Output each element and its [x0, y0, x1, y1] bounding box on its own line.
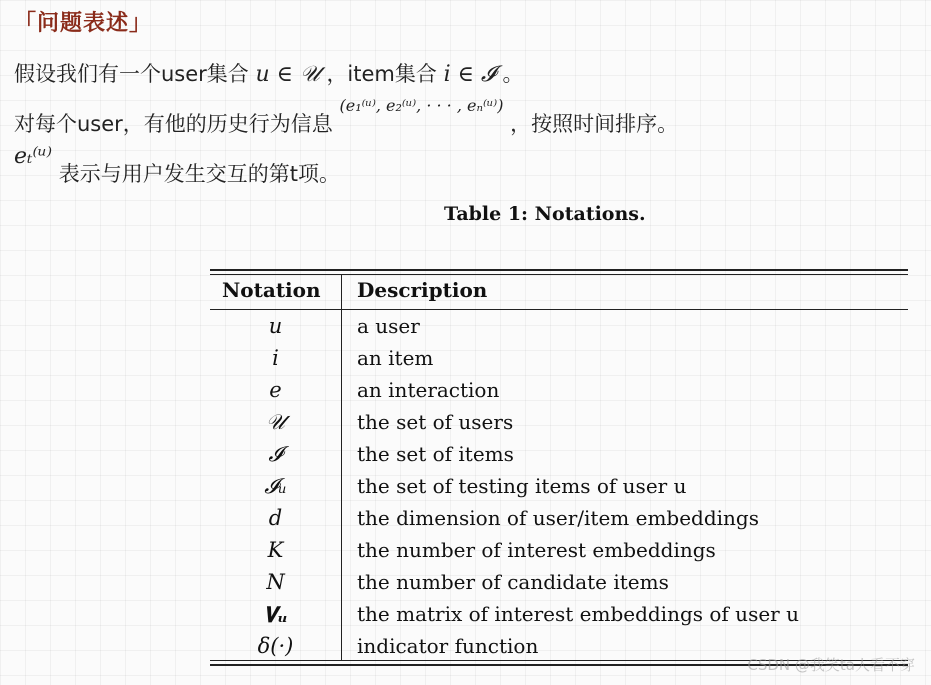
- table-row: [210, 504, 908, 536]
- intro-line-1-text-a: 假设我们有一个user集合: [14, 62, 249, 86]
- notation-cell: K: [267, 538, 284, 562]
- item-set-math: i ∈ 𝓘: [443, 62, 496, 87]
- notation-cell: 𝐕ᵤ: [263, 602, 288, 627]
- intro-line-3: [14, 144, 340, 188]
- description-cell: the matrix of interest embeddings of user u: [357, 602, 799, 626]
- intro-line-2-text-a: 对每个user，有他的历史行为信息: [14, 112, 333, 136]
- intro-line-3-text: 表示与用户发生交互的第t项。: [58, 162, 340, 186]
- table-top-rule: [210, 269, 908, 271]
- csdn-watermark: CSDN @我笑ta人看不穿: [747, 656, 915, 674]
- description-cell: a user: [357, 314, 420, 338]
- notation-cell: u: [268, 314, 283, 338]
- table-row: [210, 600, 908, 632]
- notation-cell: i: [272, 346, 279, 370]
- table-row: [210, 408, 908, 440]
- description-cell: the dimension of user/item embeddings: [357, 506, 759, 530]
- interaction-t-math: eₜ⁽ᵘ⁾: [14, 144, 53, 169]
- intro-line-1-text-c: 。: [502, 62, 524, 86]
- intro-line-2: [14, 96, 679, 138]
- description-cell: the set of users: [357, 410, 514, 434]
- table-row: [210, 312, 908, 344]
- notation-cell: d: [268, 506, 283, 530]
- notation-cell: N: [266, 570, 285, 594]
- intro-line-1: [14, 58, 523, 88]
- description-cell: the set of testing items of user u: [357, 474, 687, 498]
- description-cell: indicator function: [357, 634, 539, 658]
- interaction-sequence-math: (e₁⁽ᵘ⁾, e₂⁽ᵘ⁾, · · · , eₙ⁽ᵘ⁾): [339, 96, 504, 115]
- header-notation: Notation: [222, 278, 321, 302]
- table-row: [210, 376, 908, 408]
- notation-cell: 𝒰: [266, 410, 285, 434]
- table-row: [210, 344, 908, 376]
- notation-cell: 𝓘ᵤ: [264, 474, 287, 498]
- table-caption: Table 1: Notations.: [444, 203, 646, 225]
- intro-line-1-text-b: ，item集合: [326, 62, 437, 86]
- description-cell: the number of interest embeddings: [357, 538, 716, 562]
- table-row: [210, 568, 908, 600]
- description-cell: the number of candidate items: [357, 570, 669, 594]
- notation-table-body: [210, 312, 908, 664]
- user-set-math: u ∈ 𝒰: [255, 62, 320, 87]
- intro-line-2-text-b: ，按照时间排序。: [510, 112, 679, 136]
- notation-cell: δ(·): [257, 634, 294, 658]
- description-cell: an interaction: [357, 378, 500, 402]
- description-cell: the set of items: [357, 442, 514, 466]
- section-title: 「问题表述」: [14, 11, 153, 36]
- notation-cell: e: [269, 378, 282, 402]
- notation-cell: 𝓘: [268, 442, 283, 466]
- table-top-rule-inner: [210, 274, 908, 275]
- table-row: [210, 440, 908, 472]
- table-row: [210, 536, 908, 568]
- description-cell: an item: [357, 346, 434, 370]
- table-header-rule: [210, 309, 908, 310]
- table-row: [210, 472, 908, 504]
- header-description: Description: [357, 278, 488, 302]
